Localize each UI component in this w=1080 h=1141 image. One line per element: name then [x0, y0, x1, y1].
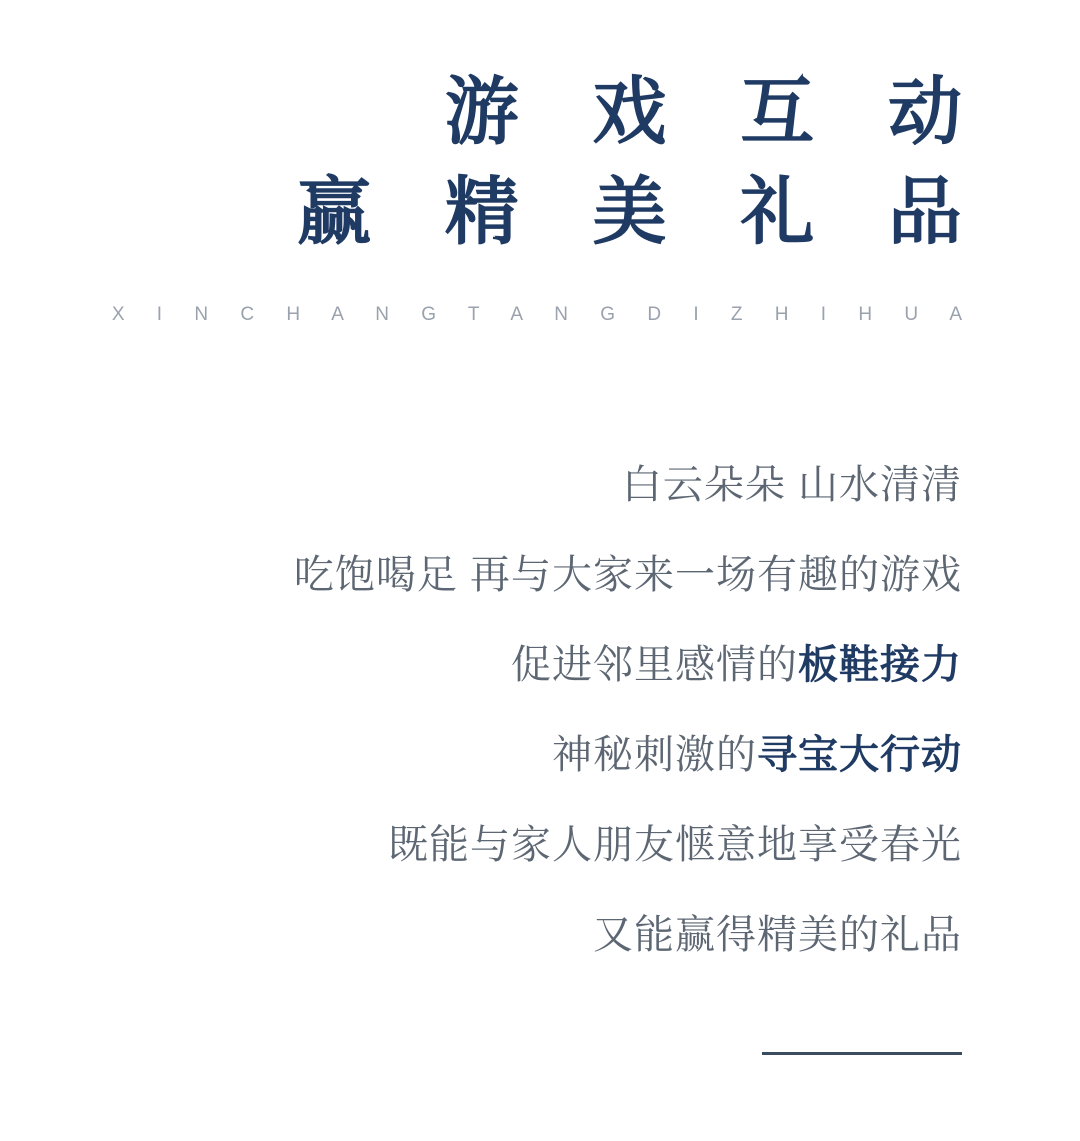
copy-line-3 — [294, 620, 962, 710]
headline-block — [296, 62, 986, 262]
headline-line-1: 游 戏 互 动 — [444, 69, 986, 155]
pinyin-subtitle: X I N C H A N G T A N G D I Z H I H U A — [111, 304, 976, 325]
copy-line-1 — [294, 440, 962, 530]
copy-line-5 — [294, 800, 962, 890]
body-copy-block — [294, 440, 962, 980]
copy-line-1-text: 白云朵朵 山水清清 — [621, 463, 962, 507]
copy-line-2 — [294, 530, 962, 620]
copy-line-6-text: 又能赢得精美的礼品 — [593, 913, 962, 957]
copy-line-6 — [294, 890, 962, 980]
copy-line-4-highlight: 寻宝大行动 — [757, 733, 962, 777]
copy-line-3-highlight: 板鞋接力 — [798, 643, 962, 687]
bottom-divider — [762, 1052, 962, 1055]
copy-line-4-text: 神秘刺激的 — [552, 733, 757, 777]
copy-line-2-text: 吃饱喝足 再与大家来一场有趣的游戏 — [293, 553, 962, 597]
copy-line-5-text: 既能与家人朋友惬意地享受春光 — [388, 823, 962, 867]
copy-line-3-text: 促进邻里感情的 — [511, 643, 798, 687]
copy-line-4 — [294, 710, 962, 800]
headline-line-2: 赢 精 美 礼 品 — [296, 169, 986, 255]
